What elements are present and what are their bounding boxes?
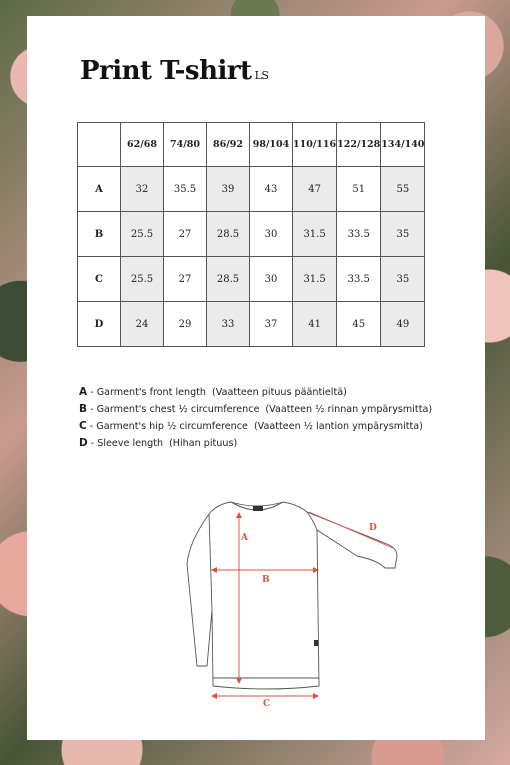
row-label: D <box>78 302 121 347</box>
shirt-diagram <box>157 490 407 710</box>
table-cell: 35.5 <box>164 167 207 212</box>
arrow-b-right <box>313 567 319 573</box>
legend-fi: (Vaatteen ½ rinnan ympärysmitta) <box>265 404 433 415</box>
arrow-a-top <box>236 512 242 518</box>
legend-key: A <box>79 386 88 398</box>
title-text: Print T-shirt <box>80 56 252 86</box>
size-table <box>77 122 425 347</box>
left-armhole <box>209 514 212 610</box>
table-cell: 25.5 <box>121 257 164 302</box>
table-cell: 28.5 <box>207 212 250 257</box>
legend-item <box>79 435 432 452</box>
legend-fi: (Hihan pituus) <box>169 438 238 449</box>
shirt-outline <box>187 502 397 689</box>
table-cell: 55 <box>381 167 425 212</box>
table-row <box>78 167 425 212</box>
legend-item <box>79 384 432 401</box>
diagram-label-c: C <box>263 699 271 709</box>
table-cell: 33.5 <box>337 257 381 302</box>
table-cell: 31.5 <box>293 212 337 257</box>
row-label: B <box>78 212 121 257</box>
table-cell: 28.5 <box>207 257 250 302</box>
diagram-label-d: D <box>369 523 377 533</box>
table-cell: 35 <box>381 257 425 302</box>
arrow-c-left <box>211 693 217 699</box>
row-label: A <box>78 167 121 212</box>
table-cell: 51 <box>337 167 381 212</box>
legend-en: - Garment's hip ½ circumference <box>86 421 248 432</box>
table-cell: 24 <box>121 302 164 347</box>
legend-key: C <box>79 420 87 432</box>
table-cell: 33 <box>207 302 250 347</box>
corner-cell <box>78 123 121 167</box>
measurement-legend <box>79 384 432 452</box>
arrow-c-right <box>313 693 319 699</box>
neck-label-icon <box>253 506 263 511</box>
table-cell: 41 <box>293 302 337 347</box>
size-header: 110/116 <box>293 123 337 167</box>
table-row <box>78 257 425 302</box>
size-header: 74/80 <box>164 123 207 167</box>
legend-key: D <box>79 437 88 449</box>
legend-en: - Sleeve length <box>87 438 164 449</box>
diagram-label-a: A <box>241 533 248 543</box>
legend-fi: (Vaatteen pituus pääntieltä) <box>212 387 347 398</box>
table-cell: 35 <box>381 212 425 257</box>
legend-fi: (Vaatteen ½ lantion ympärysmitta) <box>253 421 423 432</box>
size-header: 122/128 <box>337 123 381 167</box>
table-cell: 49 <box>381 302 425 347</box>
size-header: 86/92 <box>207 123 250 167</box>
measure-line-d <box>309 512 393 548</box>
table-cell: 47 <box>293 167 337 212</box>
size-guide-card <box>27 16 485 740</box>
table-cell: 29 <box>164 302 207 347</box>
legend-item <box>79 401 432 418</box>
size-header: 134/140 <box>381 123 425 167</box>
table-cell: 30 <box>250 212 293 257</box>
table-cell: 31.5 <box>293 257 337 302</box>
legend-key: B <box>79 403 88 415</box>
arrow-b-left <box>211 567 217 573</box>
title-fit-label: LS <box>254 69 269 82</box>
table-row <box>78 302 425 347</box>
table-cell: 39 <box>207 167 250 212</box>
table-cell: 32 <box>121 167 164 212</box>
table-cell: 27 <box>164 212 207 257</box>
table-cell: 43 <box>250 167 293 212</box>
table-cell: 37 <box>250 302 293 347</box>
legend-item <box>79 418 432 435</box>
arrow-a-bottom <box>236 678 242 684</box>
table-cell: 25.5 <box>121 212 164 257</box>
table-cell: 30 <box>250 257 293 302</box>
size-header: 62/68 <box>121 123 164 167</box>
size-header-row <box>78 123 425 167</box>
legend-en: - Garment's chest ½ circumference <box>87 404 260 415</box>
diagram-label-b: B <box>262 575 270 585</box>
table-cell: 27 <box>164 257 207 302</box>
table-cell: 45 <box>337 302 381 347</box>
side-tag-icon <box>314 640 318 646</box>
legend-en: - Garment's front length <box>87 387 207 398</box>
size-header: 98/104 <box>250 123 293 167</box>
row-label: C <box>78 257 121 302</box>
table-cell: 33.5 <box>337 212 381 257</box>
page-title <box>80 56 268 86</box>
table-row <box>78 212 425 257</box>
